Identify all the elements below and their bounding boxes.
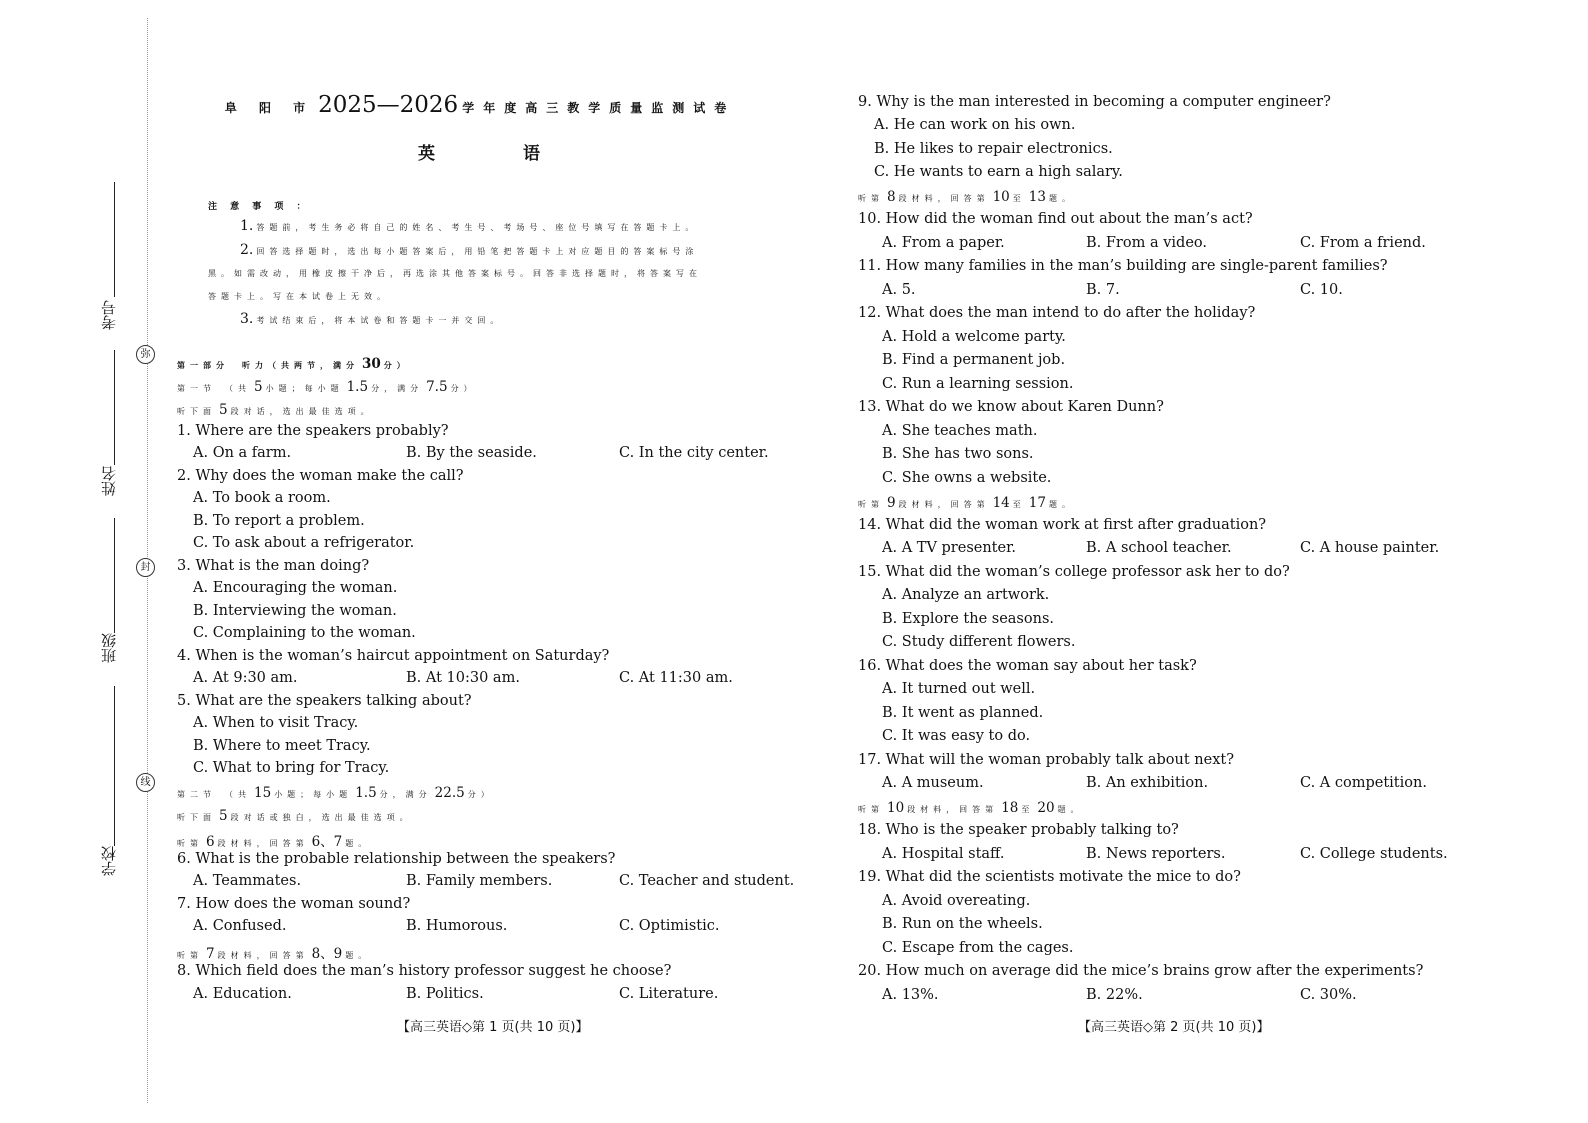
notice-item-3-text: 考试结束后，将本试卷和答题卡一并交回。	[256, 316, 504, 325]
sec2-b: 小题；每小题	[274, 790, 353, 799]
m10-b: 段材料，回答第	[907, 805, 999, 814]
q1-option-a: A. On a farm.	[193, 445, 292, 461]
sec1-d: 分）	[450, 384, 477, 393]
q2-option-c: C. To ask about a refrigerator.	[193, 535, 415, 551]
q19-option-a: A. Avoid overeating.	[882, 893, 1031, 909]
question-13: 13. What do we know about Karen Dunn?	[858, 399, 1164, 415]
m6-c: 题。	[345, 839, 372, 848]
material-9	[858, 495, 1075, 511]
sec2-inst-a: 听下面	[177, 813, 216, 822]
question-8: 8. Which field does the man’s history professor suggest he choose?	[177, 963, 672, 979]
q10-option-b: B. From a video.	[1086, 235, 1207, 251]
notice-item-2-line-c: 答题卡上。写在本试卷上无效。	[208, 292, 390, 301]
q15-option-c: C. Study different flowers.	[882, 634, 1076, 650]
seal-mi: 弥	[136, 345, 155, 364]
question-14: 14. What did the woman work at first after graduation?	[858, 517, 1267, 533]
q12-option-c: C. Run a learning session.	[882, 376, 1074, 392]
q9-option-c: C. He wants to earn a high salary.	[874, 164, 1123, 180]
m9-n2: 14	[992, 495, 1010, 511]
m7-c: 题。	[345, 951, 372, 960]
exam-number-label: 考号	[100, 300, 118, 330]
q13-option-c: C. She owns a website.	[882, 470, 1052, 486]
q3-option-b: B. Interviewing the woman.	[193, 603, 397, 619]
q14-option-a: A. A TV presenter.	[882, 540, 1017, 556]
q19-option-c: C. Escape from the cages.	[882, 940, 1074, 956]
question-1: 1. Where are the speakers probably?	[177, 423, 449, 439]
question-12: 12. What does the man intend to do after the holiday?	[858, 305, 1256, 321]
question-5: 5. What are the speakers talking about?	[177, 693, 472, 709]
sec2-n3: 22.5	[434, 785, 465, 801]
notice-item-2	[240, 244, 698, 258]
sec2-n1: 15	[254, 785, 272, 801]
class-rule	[114, 518, 115, 633]
question-4: 4. When is the woman’s haircut appointment on Saturday?	[177, 648, 610, 664]
m8-n3: 13	[1028, 189, 1046, 205]
sec1-n3: 7.5	[426, 379, 448, 395]
m8-n1: 8	[887, 189, 896, 205]
notice-item-3	[240, 313, 503, 327]
m9-c: 题。	[1048, 500, 1075, 509]
q14-option-c: C. A house painter.	[1300, 540, 1440, 556]
q20-option-b: B. 22%.	[1086, 987, 1143, 1003]
m10-mid: 至	[1021, 805, 1035, 814]
question-9: 9. Why is the man interested in becoming a computer engineer?	[858, 94, 1331, 110]
section2-heading	[177, 785, 494, 801]
m8-c: 题。	[1048, 194, 1075, 203]
q16-option-c: C. It was easy to do.	[882, 728, 1031, 744]
part1-heading-score: 30	[362, 356, 381, 372]
m10-n2: 18	[1001, 800, 1019, 816]
q7-option-b: B. Humorous.	[406, 918, 508, 934]
m7-n1: 7	[206, 946, 215, 962]
q5-option-c: C. What to bring for Tracy.	[193, 760, 390, 776]
m9-a: 听第	[858, 500, 884, 509]
q20-option-c: C. 30%.	[1300, 987, 1357, 1003]
m6-a: 听第	[177, 839, 203, 848]
q8-option-a: A. Education.	[193, 986, 292, 1002]
q6-option-c: C. Teacher and student.	[619, 873, 795, 889]
sec1-n2: 1.5	[346, 379, 369, 395]
sec2-n2: 1.5	[355, 785, 377, 801]
q11-option-c: C. 10.	[1300, 282, 1343, 298]
exam-number-rule	[114, 182, 115, 297]
q4-option-c: C. At 11:30 am.	[619, 670, 733, 686]
seal-xian: 线	[136, 773, 155, 792]
notice-item-3-num: 3.	[240, 311, 254, 327]
q18-option-c: C. College students.	[1300, 846, 1448, 862]
seal-feng: 封	[136, 558, 155, 577]
question-17: 17. What will the woman probably talk about next?	[858, 752, 1234, 768]
m10-n1: 10	[887, 800, 905, 816]
q17-option-c: C. A competition.	[1300, 775, 1427, 791]
q15-option-b: B. Explore the seasons.	[882, 611, 1054, 627]
q12-option-a: A. Hold a welcome party.	[882, 329, 1066, 345]
q17-option-a: A. A museum.	[882, 775, 984, 791]
school-rule	[114, 686, 115, 846]
sec2-c: 分，满分	[379, 790, 432, 799]
part1-heading-tail: 分）	[383, 361, 410, 370]
m10-c: 题。	[1057, 805, 1084, 814]
material-10	[858, 800, 1084, 816]
class-label: 班级	[100, 633, 118, 663]
notice-item-2-text-a: 回答选择题时，选出每小题答案后，用铅笔把答题卡上对应题目的答案标号涂	[256, 247, 699, 256]
m8-mid: 至	[1012, 194, 1026, 203]
q5-option-a: A. When to visit Tracy.	[193, 715, 359, 731]
m8-n2: 10	[992, 189, 1010, 205]
sec1-n1: 5	[254, 379, 263, 395]
question-10: 10. How did the woman find out about the man’s act?	[858, 211, 1253, 227]
sec1-inst-n: 5	[219, 402, 228, 418]
material-8	[858, 189, 1075, 205]
notice-item-1-text: 答题前，考生务必将自己的姓名、考生号、考场号、座位号填写在答题卡上。	[256, 223, 699, 232]
m6-b: 段材料，回答第	[217, 839, 309, 848]
question-11: 11. How many families in the man’s building are single-parent families?	[858, 258, 1388, 274]
notice-item-1	[240, 220, 698, 234]
q6-option-a: A. Teammates.	[193, 873, 302, 889]
notice-item-1-num: 1.	[240, 218, 254, 234]
q4-option-b: B. At 10:30 am.	[406, 670, 520, 686]
part1-heading-text: 第一部分 听力（共两节，满分	[177, 361, 359, 370]
m8-a: 听第	[858, 194, 884, 203]
question-7: 7. How does the woman sound?	[177, 896, 411, 912]
m9-b: 段材料，回答第	[898, 500, 990, 509]
school-label: 学校	[100, 846, 118, 876]
part1-heading	[177, 356, 410, 372]
footer-page-2: 【高三英语◇第 2 页(共 10 页)】	[1078, 1020, 1270, 1035]
q13-option-a: A. She teaches math.	[882, 423, 1038, 439]
q3-option-a: A. Encouraging the woman.	[193, 580, 398, 596]
sec1-inst-b: 段对话，选出最佳选项。	[230, 407, 374, 416]
q6-option-b: B. Family members.	[406, 873, 553, 889]
m9-n3: 17	[1028, 495, 1046, 511]
title-suffix: 学年度高三教学质量监测试卷	[462, 101, 736, 115]
q10-option-c: C. From a friend.	[1300, 235, 1426, 251]
sec1-b: 小题；每小题	[265, 384, 344, 393]
notice-item-2-num: 2.	[240, 242, 254, 258]
section2-instruction	[177, 808, 413, 824]
q18-option-b: B. News reporters.	[1086, 846, 1226, 862]
question-19: 19. What did the scientists motivate the mice to do?	[858, 869, 1241, 885]
question-3: 3. What is the man doing?	[177, 558, 370, 574]
q2-option-a: A. To book a room.	[193, 490, 331, 506]
q19-option-b: B. Run on the wheels.	[882, 916, 1043, 932]
q17-option-b: B. An exhibition.	[1086, 775, 1209, 791]
q16-option-b: B. It went as planned.	[882, 705, 1044, 721]
sec2-inst-b: 段对话或独白，选出最佳选项。	[230, 813, 413, 822]
q7-option-a: A. Confused.	[193, 918, 287, 934]
sec1-inst-a: 听下面	[177, 407, 216, 416]
q8-option-c: C. Literature.	[619, 986, 719, 1002]
q12-option-b: B. Find a permanent job.	[882, 352, 1066, 368]
material-6	[177, 830, 371, 850]
q2-option-b: B. To report a problem.	[193, 513, 365, 529]
q11-option-b: B. 7.	[1086, 282, 1120, 298]
q4-option-a: A. At 9:30 am.	[193, 670, 298, 686]
q10-option-a: A. From a paper.	[882, 235, 1005, 251]
notice-heading: 注 意 事 项 ：	[208, 202, 311, 212]
question-20: 20. How much on average did the mice’s brains grow after the experiments?	[858, 963, 1424, 979]
q1-option-b: B. By the seaside.	[406, 445, 537, 461]
footer-page-1: 【高三英语◇第 1 页(共 10 页)】	[397, 1020, 589, 1035]
name-rule	[114, 350, 115, 465]
question-15: 15. What did the woman’s college professor ask her to do?	[858, 564, 1290, 580]
material-7	[177, 942, 371, 962]
m10-a: 听第	[858, 805, 884, 814]
exam-title	[180, 92, 780, 118]
m6-n1: 6	[206, 834, 215, 850]
m7-b: 段材料，回答第	[217, 951, 309, 960]
q5-option-b: B. Where to meet Tracy.	[193, 738, 371, 754]
sec1-c: 分，满分	[371, 384, 424, 393]
sec2-d: 分）	[467, 790, 494, 799]
title-city: 阜 阳 市	[224, 101, 315, 115]
m10-n3: 20	[1037, 800, 1055, 816]
q7-option-c: C. Optimistic.	[619, 918, 720, 934]
subject-char-2: 语	[523, 144, 540, 164]
q8-option-b: B. Politics.	[406, 986, 484, 1002]
m9-n1: 9	[887, 495, 896, 511]
section1-instruction	[177, 402, 374, 418]
q18-option-a: A. Hospital staff.	[882, 846, 1005, 862]
q11-option-a: A. 5.	[882, 282, 916, 298]
question-18: 18. Who is the speaker probably talking to?	[858, 822, 1179, 838]
subject-char-1: 英	[418, 144, 435, 164]
sec2-inst-n: 5	[219, 808, 228, 824]
question-6: 6. What is the probable relationship between the speakers?	[177, 851, 616, 867]
m8-b: 段材料，回答第	[898, 194, 990, 203]
name-label: 姓名	[100, 466, 118, 496]
q20-option-a: A. 13%.	[882, 987, 939, 1003]
q9-option-a: A. He can work on his own.	[874, 117, 1076, 133]
m6-n2: 6、7	[311, 834, 343, 850]
notice-item-2-line-b: 黑。如需改动，用橡皮擦干净后，再选涂其他答案标号。回答非选择题时，将答案写在	[208, 269, 702, 278]
title-year: 2025—2026	[318, 92, 459, 118]
q13-option-b: B. She has two sons.	[882, 446, 1034, 462]
question-16: 16. What does the woman say about her task?	[858, 658, 1197, 674]
section1-heading	[177, 379, 477, 395]
q1-option-c: C. In the city center.	[619, 445, 769, 461]
question-2: 2. Why does the woman make the call?	[177, 468, 464, 484]
m7-n2: 8、9	[311, 946, 343, 962]
sec1-a: 第一节 （共	[177, 384, 251, 393]
q16-option-a: A. It turned out well.	[882, 681, 1036, 697]
q3-option-c: C. Complaining to the woman.	[193, 625, 416, 641]
q15-option-a: A. Analyze an artwork.	[882, 587, 1050, 603]
m9-mid: 至	[1012, 500, 1026, 509]
q9-option-b: B. He likes to repair electronics.	[874, 141, 1113, 157]
q14-option-b: B. A school teacher.	[1086, 540, 1232, 556]
sec2-a: 第二节 （共	[177, 790, 251, 799]
m7-a: 听第	[177, 951, 203, 960]
